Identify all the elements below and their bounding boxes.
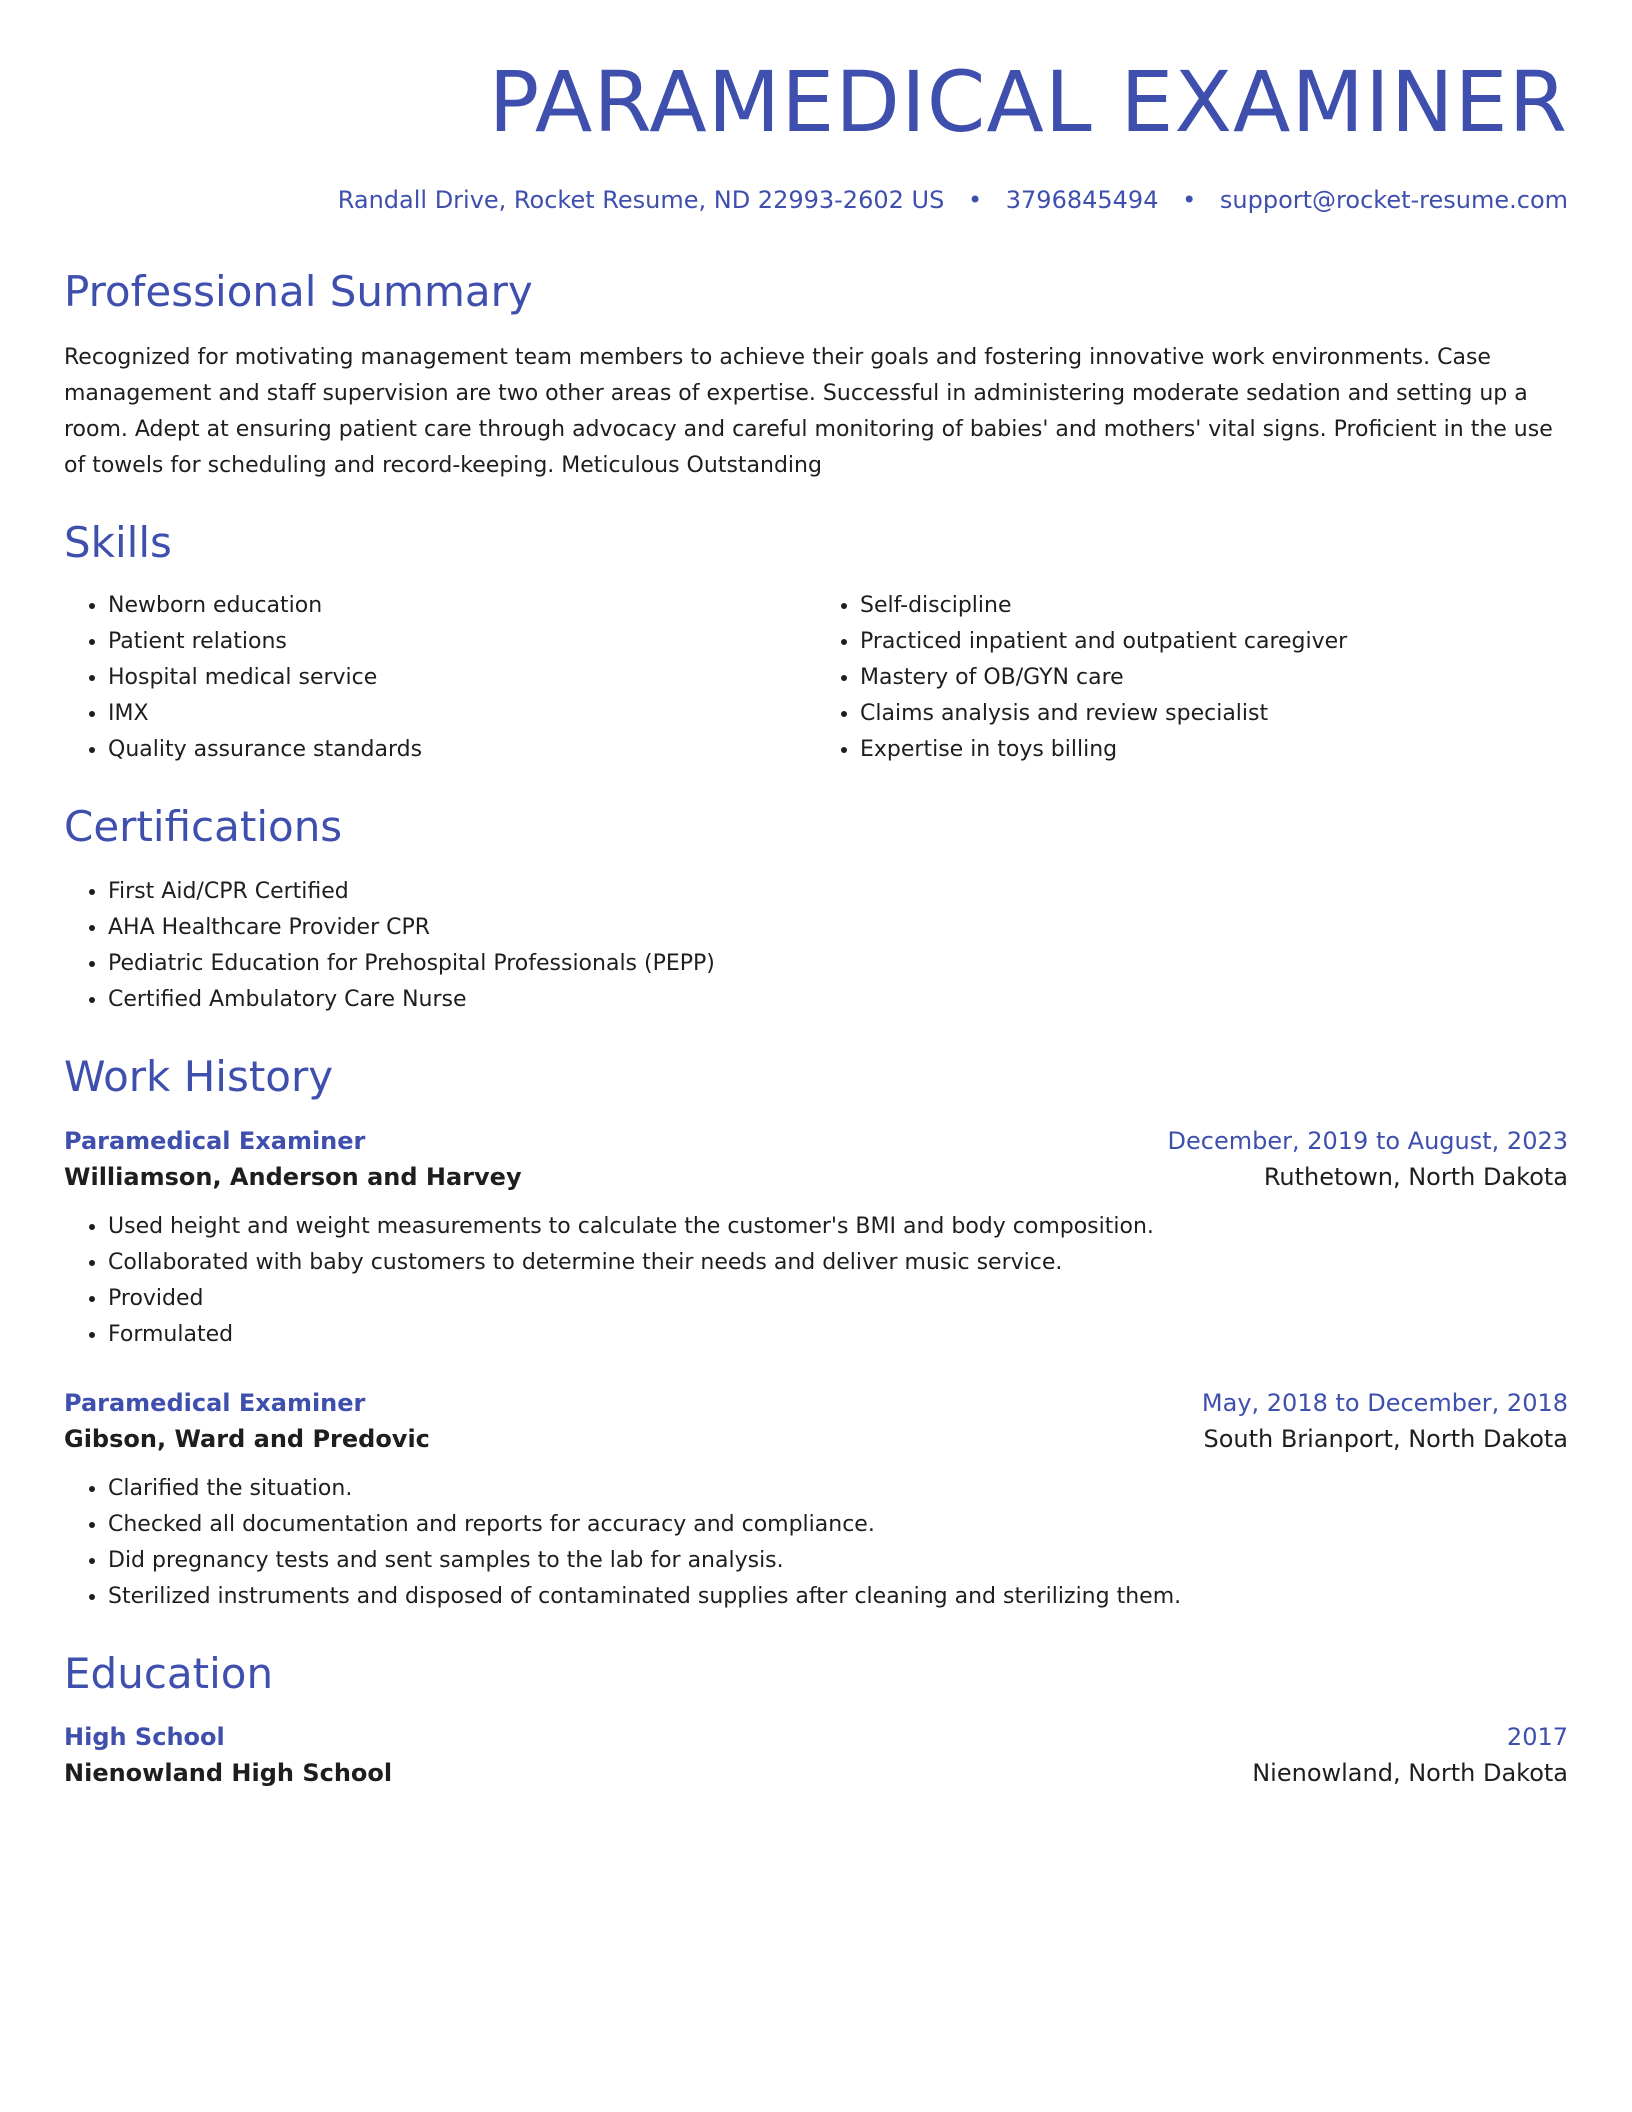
skill-item: • Hospital medical service bbox=[108, 660, 816, 696]
job-bullets bbox=[64, 1471, 1568, 1615]
job-bullet: • Formulated bbox=[108, 1317, 1568, 1353]
certifications-section bbox=[64, 802, 1568, 1018]
job-bullet: • Sterilized instruments and disposed of contaminated supplies after cleaning and sterilizing them. bbox=[108, 1579, 1568, 1615]
skill-item: • Practiced inpatient and outpatient caregiver bbox=[860, 624, 1568, 660]
resume-title: PARAMEDICAL EXAMINER bbox=[488, 53, 1568, 151]
job-dates: December, 2019 to August, 2023 bbox=[1167, 1126, 1568, 1155]
skill-item: • Newborn education bbox=[108, 588, 816, 624]
skill-item: • Mastery of OB/GYN care bbox=[860, 660, 1568, 696]
job-bullet: • Provided bbox=[108, 1281, 1568, 1317]
education-subheader bbox=[64, 1759, 1568, 1787]
contact-phone: 3796845494 bbox=[1005, 186, 1159, 215]
job-header bbox=[64, 1389, 1568, 1417]
education-year: 2017 bbox=[1506, 1723, 1568, 1752]
skill-item: • Claims analysis and review specialist bbox=[860, 696, 1568, 732]
job-company: Gibson, Ward and Predovic bbox=[64, 1424, 430, 1453]
education-school: Nienowland High School bbox=[64, 1759, 393, 1788]
job-header bbox=[64, 1127, 1568, 1155]
skill-item: • IMX bbox=[108, 696, 816, 732]
work-history-heading: Work History bbox=[64, 1052, 334, 1102]
job-entry bbox=[64, 1127, 1568, 1353]
certification-item: • Pediatric Education for Prehospital Professionals (PEPP) bbox=[108, 946, 1568, 982]
summary-section bbox=[64, 267, 1568, 483]
education-heading: Education bbox=[64, 1648, 274, 1698]
job-bullet: • Used height and weight measurements to calculate the customer's BMI and body composition. bbox=[108, 1209, 1568, 1245]
job-location: Ruthetown, North Dakota bbox=[1263, 1162, 1568, 1191]
job-bullet: • Clarified the situation. bbox=[108, 1471, 1568, 1507]
job-company: Williamson, Anderson and Harvey bbox=[64, 1162, 522, 1191]
skills-section bbox=[64, 518, 1568, 768]
contact-email: support@rocket-resume.com bbox=[1219, 186, 1568, 215]
certification-item: • AHA Healthcare Provider CPR bbox=[108, 910, 1568, 946]
skills-right-list bbox=[816, 588, 1568, 768]
job-subheader bbox=[64, 1163, 1568, 1191]
contact-separator: • bbox=[1182, 186, 1197, 215]
certification-item: • Certified Ambulatory Care Nurse bbox=[108, 982, 1568, 1018]
job-title: Paramedical Examiner bbox=[64, 1126, 366, 1155]
summary-heading: Professional Summary bbox=[64, 267, 533, 317]
skill-item: • Quality assurance standards bbox=[108, 732, 816, 768]
job-bullet: • Did pregnancy tests and sent samples to the lab for analysis. bbox=[108, 1543, 1568, 1579]
skill-item: • Patient relations bbox=[108, 624, 816, 660]
job-bullets bbox=[64, 1209, 1568, 1353]
certifications-heading: Certifications bbox=[64, 801, 343, 851]
skills-left-list bbox=[64, 588, 816, 768]
job-bullet: • Checked all documentation and reports for accuracy and compliance. bbox=[108, 1507, 1568, 1543]
work-history-section bbox=[64, 1052, 1568, 1614]
certification-item: • First Aid/CPR Certified bbox=[108, 874, 1568, 910]
education-location: Nienowland, North Dakota bbox=[1252, 1759, 1568, 1788]
contact-address: Randall Drive, Rocket Resume, ND 22993-2602 US bbox=[337, 186, 945, 215]
contact-line bbox=[64, 186, 1568, 215]
job-bullet: • Collaborated with baby customers to determine their needs and deliver music service. bbox=[108, 1245, 1568, 1281]
education-header bbox=[64, 1723, 1568, 1751]
summary-text: Recognized for motivating management team members to achieve their goals and fostering innovative work environments. Case management and staff supervision are two other areas of expertise. Successful in administering moderate sedation and setting up a room. Adept at ensuring patient care through advocacy and careful monitoring of babies' and mothers' vital signs. Proficient in the use of towels for scheduling and record-keeping. Meticulous Outstanding bbox=[64, 344, 1553, 478]
job-entry bbox=[64, 1389, 1568, 1615]
education-entry bbox=[64, 1723, 1568, 1787]
job-subheader bbox=[64, 1425, 1568, 1453]
job-dates: May, 2018 to December, 2018 bbox=[1201, 1388, 1568, 1417]
certifications-list bbox=[64, 874, 1568, 1018]
education-degree: High School bbox=[64, 1723, 225, 1752]
job-title: Paramedical Examiner bbox=[64, 1388, 366, 1417]
skill-item: • Expertise in toys billing bbox=[860, 732, 1568, 768]
skills-grid bbox=[64, 588, 1568, 768]
skills-heading: Skills bbox=[64, 517, 172, 567]
job-location: South Brianport, North Dakota bbox=[1203, 1424, 1568, 1453]
contact-separator: • bbox=[967, 186, 983, 215]
education-section bbox=[64, 1649, 1568, 1787]
skill-item: • Self-discipline bbox=[860, 588, 1568, 624]
